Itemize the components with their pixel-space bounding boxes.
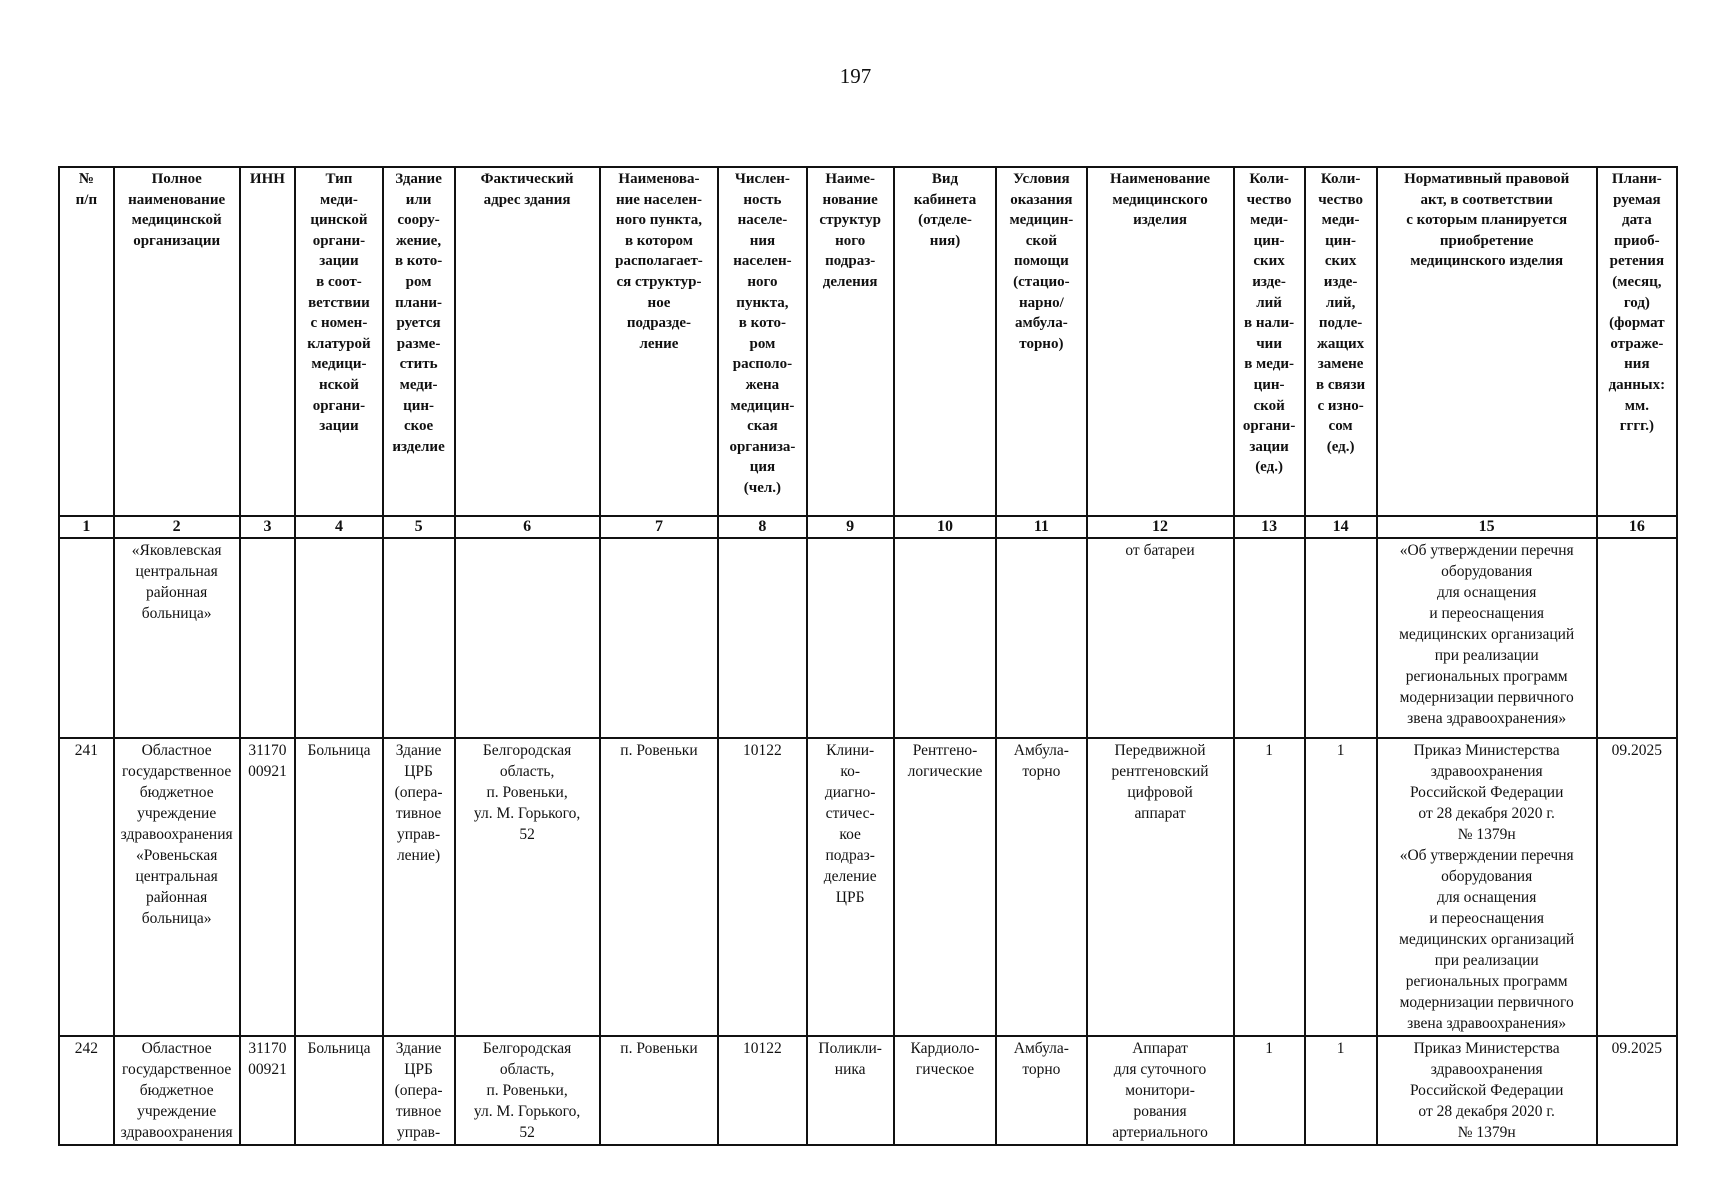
planned-date-cell: 09.2025: [1597, 1036, 1677, 1145]
devices-available-cell: [1234, 538, 1305, 738]
devices-available-cell: 1: [1234, 738, 1305, 1036]
inn-cell: 31170 00921: [240, 738, 296, 1036]
header-cell: Наименова- ние населен- ного пункта, в котором располагает- ся структур- ное подразде- ление: [600, 167, 719, 516]
organization-name-cell: Областное государственное бюджетное учреждение здравоохранения «Ровеньская центральная районная больница»: [114, 738, 240, 1036]
care-conditions-cell: Амбула- торно: [996, 1036, 1086, 1145]
care-conditions-cell: Амбула- торно: [996, 738, 1086, 1036]
column-number: 6: [455, 516, 600, 538]
header-cell: Числен- ность населе- ния населен- ного пункта, в кото- ром располо- жена медицин- ская организа- ция (чел.): [718, 167, 806, 516]
column-number: 1: [59, 516, 114, 538]
building-cell: [383, 538, 455, 738]
equipment-table: [58, 166, 1678, 1146]
header-cell: Условия оказания медицин- ской помощи (стацио- нарно/ амбула- торно): [996, 167, 1086, 516]
table-row: [59, 538, 1677, 738]
subdivision-cell: [807, 538, 894, 738]
column-number: 15: [1377, 516, 1597, 538]
population-cell: 10122: [718, 738, 806, 1036]
subdivision-cell: Поликли- ника: [807, 1036, 894, 1145]
header-cell: Вид кабинета (отделе- ния): [894, 167, 996, 516]
column-number: 9: [807, 516, 894, 538]
header-cell: Коли- чество меди- цин- ских изде- лий, подле- жащих замене в связи с изно- сом (ед.): [1305, 167, 1377, 516]
header-cell: Полное наименование медицинской организации: [114, 167, 240, 516]
header-cell: Наименование медицинского изделия: [1087, 167, 1234, 516]
column-number: 7: [600, 516, 719, 538]
building-cell: Здание ЦРБ (опера- тивное управ- ление): [383, 738, 455, 1036]
column-number: 5: [383, 516, 455, 538]
legal-act-cell: Приказ Министерства здравоохранения Российской Федерации от 28 декабря 2020 г. № 1379н: [1377, 1036, 1597, 1145]
row-number-cell: 242: [59, 1036, 114, 1145]
column-number: 11: [996, 516, 1086, 538]
column-number: 10: [894, 516, 996, 538]
settlement-cell: п. Ровеньки: [600, 738, 719, 1036]
settlement-cell: [600, 538, 719, 738]
organization-type-cell: Больница: [295, 1036, 382, 1145]
header-cell: ИНН: [240, 167, 296, 516]
organization-name-cell: «Яковлевская центральная районная больница»: [114, 538, 240, 738]
inn-cell: [240, 538, 296, 738]
column-number: 4: [295, 516, 382, 538]
header-cell: Нормативный правовой акт, в соответствии с которым планируется приобретение медицинского изделия: [1377, 167, 1597, 516]
population-cell: [718, 538, 806, 738]
header-cell: Фактический адрес здания: [455, 167, 600, 516]
care-conditions-cell: [996, 538, 1086, 738]
planned-date-cell: [1597, 538, 1677, 738]
legal-act-cell: Приказ Министерства здравоохранения Российской Федерации от 28 декабря 2020 г. № 1379н «Об утверждении перечня оборудования для оснащения и переоснащения медицинских организаций при реализации региональных программ модернизации первичного звена здравоохранения»: [1377, 738, 1597, 1036]
settlement-cell: п. Ровеньки: [600, 1036, 719, 1145]
device-name-cell: Аппарат для суточного монитори- рования артериального: [1087, 1036, 1234, 1145]
address-cell: [455, 538, 600, 738]
header-cell: Плани- руемая дата приоб- ретения (месяц, год) (формат отраже- ния данных: мм. гггг.): [1597, 167, 1677, 516]
header-row: [59, 167, 1677, 516]
table-row: [59, 1036, 1677, 1145]
row-number-cell: 241: [59, 738, 114, 1036]
cabinet-type-cell: [894, 538, 996, 738]
column-number: 13: [1234, 516, 1305, 538]
devices-replace-cell: 1: [1305, 738, 1377, 1036]
row-number-cell: [59, 538, 114, 738]
device-name-cell: Передвижной рентгеновский цифровой аппарат: [1087, 738, 1234, 1036]
organization-type-cell: Больница: [295, 738, 382, 1036]
legal-act-cell: «Об утверждении перечня оборудования для оснащения и переоснащения медицинских организаций при реализации региональных программ модернизации первичного звена здравоохранения»: [1377, 538, 1597, 738]
column-number: 3: [240, 516, 296, 538]
page-number: 197: [839, 64, 872, 88]
organization-type-cell: [295, 538, 382, 738]
column-number: 8: [718, 516, 806, 538]
header-cell: Тип меди- цинской органи- зации в соот- ветствии с номен- клатурой медици- нской органи- зации: [295, 167, 382, 516]
header-cell: Здание или соору- жение, в кото- ром плани- руется разме- стить меди- цин- ское изделие: [383, 167, 455, 516]
subdivision-cell: Клини- ко- диагно- стичес- кое подраз- деление ЦРБ: [807, 738, 894, 1036]
devices-available-cell: 1: [1234, 1036, 1305, 1145]
building-cell: Здание ЦРБ (опера- тивное управ-: [383, 1036, 455, 1145]
planned-date-cell: 09.2025: [1597, 738, 1677, 1036]
inn-cell: 31170 00921: [240, 1036, 296, 1145]
column-number: 12: [1087, 516, 1234, 538]
cabinet-type-cell: Рентгено- логические: [894, 738, 996, 1036]
column-number: 16: [1597, 516, 1677, 538]
organization-name-cell: Областное государственное бюджетное учреждение здравоохранения: [114, 1036, 240, 1145]
table-row: [59, 738, 1677, 1036]
column-number: 2: [114, 516, 240, 538]
header-cell: Наиме- нование структур ного подраз- деления: [807, 167, 894, 516]
address-cell: Белгородская область, п. Ровеньки, ул. М. Горького, 52: [455, 1036, 600, 1145]
address-cell: Белгородская область, п. Ровеньки, ул. М. Горького, 52: [455, 738, 600, 1036]
column-number: 14: [1305, 516, 1377, 538]
device-name-cell: от батареи: [1087, 538, 1234, 738]
population-cell: 10122: [718, 1036, 806, 1145]
devices-replace-cell: 1: [1305, 1036, 1377, 1145]
header-cell: № п/п: [59, 167, 114, 516]
devices-replace-cell: [1305, 538, 1377, 738]
column-number-row: [59, 516, 1677, 538]
cabinet-type-cell: Кардиоло- гическое: [894, 1036, 996, 1145]
header-cell: Коли- чество меди- цин- ских изде- лий в нали- чии в меди- цин- ской органи- зации (ед.): [1234, 167, 1305, 516]
